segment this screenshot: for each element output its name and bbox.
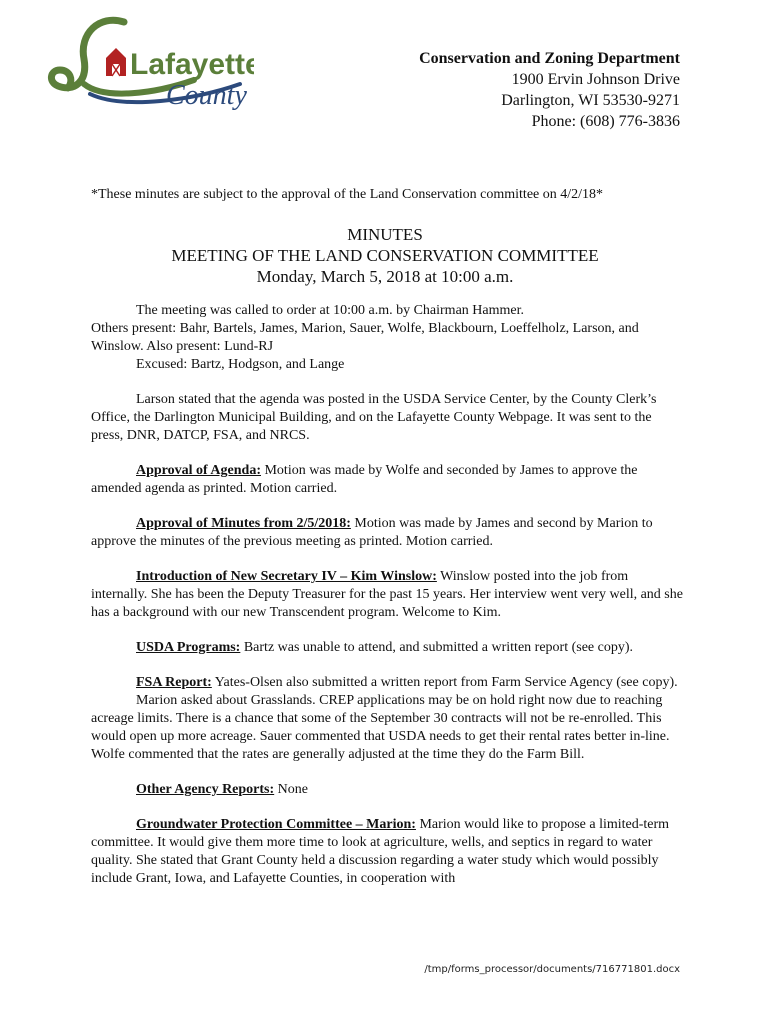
logo-word-lafayette: Lafayette [130, 48, 254, 81]
section-text: None [274, 782, 308, 797]
approval-note: *These minutes are subject to the approval of the Land Conservation committee on 4/2/18* [91, 187, 604, 202]
heading-minutes: MINUTES [347, 225, 423, 244]
barn-icon [106, 48, 126, 76]
section-text: Winslow posted into the job from internally. She has been the Deputy Treasurer for the past 15 years. Her interview went very well, and she has a background with our new Transcendent program. Welcome to Kim. [91, 569, 683, 620]
section-heading: Groundwater Protection Committee – Marion: [136, 817, 416, 832]
logo-word-county: County [166, 80, 247, 111]
called-to-order: The meeting was called to order at 10:00 a.m. by Chairman Hammer. [136, 303, 524, 318]
section-heading: Approval of Minutes from 2/5/2018: [136, 516, 351, 531]
attendance [91, 302, 685, 374]
heading-date: Monday, March 5, 2018 at 10:00 a.m. [256, 267, 514, 286]
section-other-agency [91, 781, 685, 799]
section-secretary [91, 568, 685, 622]
section-text: Marion would like to propose a limited-term committee. It would give them more time to look at agriculture, wells, and septics in regard to water quality. She stated that Grant County held a discussion regarding a water study which would possibly include Grant, Iowa, and Lafayette Counties, in cooperation with [91, 817, 670, 886]
section-text: Motion was made by Wolfe and seconded by James to approve the amended agenda as printed. Motion carried. [91, 463, 638, 496]
section-heading: Other Agency Reports: [136, 782, 275, 797]
section-usda [91, 639, 685, 657]
section-fsa [91, 674, 685, 692]
lafayette-county-logo-graphic [44, 14, 254, 118]
street-address: 1900 Ervin Johnson Drive [511, 71, 680, 88]
excused: Excused: Bartz, Hodgson, and Lange [136, 357, 345, 372]
section-agenda [91, 462, 685, 498]
department-name: Conservation and Zoning Department [419, 50, 680, 67]
section-text: Yates-Olsen also submitted a written report from Farm Service Agency (see copy). [211, 675, 678, 690]
document-heading [0, 224, 770, 287]
section-heading: FSA Report: [136, 675, 212, 690]
minutes-body [91, 302, 685, 905]
section-groundwater [91, 816, 685, 888]
section-text: Bartz was unable to attend, and submitted a written report (see copy). [240, 640, 633, 655]
county-logo [44, 14, 254, 118]
city-state-zip: Darlington, WI 53530-9271 [501, 92, 680, 109]
section-heading: Approval of Agenda: [136, 463, 261, 478]
others-present: Others present: Bahr, Bartels, James, Marion, Sauer, Wolfe, Blackbourn, Loeffelholz, Larson, and Winslow. Also present: Lund-RJ [91, 321, 639, 354]
phone-number: Phone: (608) 776-3836 [531, 113, 680, 130]
posting-paragraph: Larson stated that the agenda was posted in the USDA Service Center, by the County Clerk’s Office, the Darlington Municipal Building, and on the Lafayette County Webpage. It was sent to the press, DNR, DATCP, FSA, and NRCS. [91, 392, 657, 443]
document-file-path: /tmp/forms_processor/documents/716771801.docx [424, 964, 680, 975]
section-heading: USDA Programs: [136, 640, 241, 655]
section-fsa-followup: Marion asked about Grasslands. CREP applications may be on hold right now due to reaching acreage limits. There is a chance that some of the September 30 contracts will not be re-enrolled. This would open up more acreage. Sauer commented that USDA needs to get their rental rates better in-line. Wolfe commented that the rates are generally adjusted at the time they do the Farm Bill. [91, 693, 670, 762]
section-heading: Introduction of New Secretary IV – Kim Winslow: [136, 569, 437, 584]
heading-meeting-title: MEETING OF THE LAND CONSERVATION COMMITTEE [171, 246, 599, 265]
department-address-block [419, 48, 680, 132]
section-text: Motion was made by James and second by Marion to approve the minutes of the previous meeting as printed. Motion carried. [91, 516, 653, 549]
section-minutes [91, 515, 685, 551]
